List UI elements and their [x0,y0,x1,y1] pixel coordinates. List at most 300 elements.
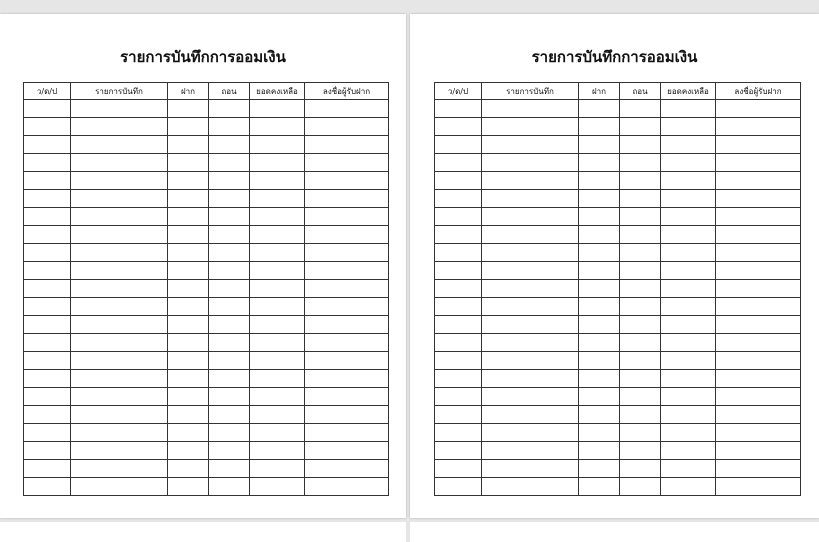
column-header-balance: ยอดคงเหลือ [250,83,305,100]
table-row [435,460,801,478]
table-row [435,280,801,298]
table-cell [305,388,389,406]
table-cell [620,388,661,406]
table-cell [579,172,620,190]
table-row [435,478,801,496]
table-cell [24,334,71,352]
table-cell [250,316,305,334]
column-header-deposit: ฝาก [168,83,209,100]
table-cell [716,316,801,334]
table-cell [168,208,209,226]
table-row [24,226,389,244]
table-cell [579,190,620,208]
table-cell [305,478,389,496]
column-header-deposit: ฝาก [579,83,620,100]
table-cell [482,190,579,208]
table-row [24,424,389,442]
table-cell [209,298,250,316]
table-cell [71,478,168,496]
table-cell [168,478,209,496]
table-cell [435,262,482,280]
table-cell [620,406,661,424]
table-row [24,172,389,190]
table-cell [305,208,389,226]
table-row [435,352,801,370]
table-cell [620,280,661,298]
table-row [435,388,801,406]
table-cell [661,388,716,406]
table-cell [24,316,71,334]
page-title: รายการบันทึกการออมเงิน [120,48,286,66]
table-cell [579,100,620,118]
table-cell [620,154,661,172]
table-cell [71,172,168,190]
table-cell [716,262,801,280]
table-cell [305,190,389,208]
table-cell [482,478,579,496]
table-cell [209,172,250,190]
table-cell [579,244,620,262]
table-row [435,442,801,460]
table-row [435,316,801,334]
table-cell [71,316,168,334]
table-cell [168,460,209,478]
table-cell [620,208,661,226]
table-cell [579,442,620,460]
table-cell [620,172,661,190]
table-cell [716,334,801,352]
table-cell [435,370,482,388]
table-cell [209,100,250,118]
table-cell [305,244,389,262]
table-cell [620,226,661,244]
table-cell [305,460,389,478]
table-cell [482,226,579,244]
table-cell [24,136,71,154]
table-cell [482,460,579,478]
table-cell [716,280,801,298]
table-row [24,460,389,478]
table-cell [305,298,389,316]
table-cell [250,262,305,280]
table-cell [250,118,305,136]
table-cell [24,244,71,262]
table-cell [209,190,250,208]
table-header-row [24,83,389,100]
table-cell [716,460,801,478]
table-cell [435,154,482,172]
table-cell [71,154,168,172]
table-row [435,118,801,136]
table-cell [482,352,579,370]
table-cell [250,136,305,154]
table-cell [305,136,389,154]
table-row [24,208,389,226]
table-cell [435,136,482,154]
table-cell [168,280,209,298]
table-cell [482,424,579,442]
table-cell [716,136,801,154]
table-row [435,172,801,190]
table-row [435,298,801,316]
table-cell [71,388,168,406]
table-cell [716,172,801,190]
column-header-receiver-signature: ลงชื่อผู้รับฝาก [305,83,389,100]
table-cell [71,352,168,370]
table-cell [435,118,482,136]
table-cell [620,244,661,262]
table-cell [716,406,801,424]
table-cell [716,208,801,226]
table-cell [435,208,482,226]
table-cell [579,406,620,424]
column-header-withdraw: ถอน [620,83,661,100]
table-cell [620,190,661,208]
ledger-page-left [0,14,406,518]
table-cell [579,154,620,172]
table-row [24,262,389,280]
table-cell [305,442,389,460]
table-cell [168,136,209,154]
table-cell [579,370,620,388]
table-cell [661,334,716,352]
table-cell [716,190,801,208]
table-cell [305,100,389,118]
table-cell [71,118,168,136]
table-cell [168,226,209,244]
table-cell [620,262,661,280]
table-cell [250,460,305,478]
table-cell [24,190,71,208]
next-page-edge [0,522,406,542]
table-cell [661,280,716,298]
table-cell [579,226,620,244]
table-row [435,370,801,388]
table-cell [250,334,305,352]
table-cell [661,154,716,172]
table-cell [620,316,661,334]
table-cell [620,460,661,478]
table-cell [168,406,209,424]
table-row [24,388,389,406]
table-cell [305,424,389,442]
table-cell [716,298,801,316]
table-cell [24,154,71,172]
table-cell [250,478,305,496]
table-cell [482,334,579,352]
table-cell [305,172,389,190]
table-cell [250,442,305,460]
table-cell [209,136,250,154]
table-cell [305,118,389,136]
table-cell [435,316,482,334]
table-cell [168,442,209,460]
column-header-balance: ยอดคงเหลือ [661,83,716,100]
table-cell [482,406,579,424]
next-page-edge [410,522,819,542]
table-header-row [435,83,801,100]
table-cell [71,298,168,316]
table-cell [250,424,305,442]
table-cell [168,100,209,118]
table-cell [24,262,71,280]
table-row [24,370,389,388]
table-row [435,208,801,226]
table-cell [579,262,620,280]
table-cell [305,280,389,298]
table-cell [24,280,71,298]
ledger-body [24,100,389,496]
table-cell [620,370,661,388]
column-header-date: ว/ด/ป [24,83,71,100]
column-header-receiver-signature: ลงชื่อผู้รับฝาก [716,83,801,100]
ledger-page-right [410,14,819,518]
table-cell [250,226,305,244]
table-cell [24,406,71,424]
ledger-body [435,100,801,496]
table-cell [24,424,71,442]
table-cell [250,208,305,226]
table-cell [716,118,801,136]
table-cell [168,154,209,172]
table-cell [482,298,579,316]
table-cell [661,442,716,460]
table-cell [661,190,716,208]
table-cell [435,244,482,262]
table-cell [716,478,801,496]
savings-ledger-table [23,82,389,496]
table-cell [168,334,209,352]
table-cell [661,208,716,226]
table-cell [305,226,389,244]
table-cell [716,244,801,262]
table-row [435,424,801,442]
table-row [24,100,389,118]
table-cell [435,478,482,496]
table-cell [716,100,801,118]
table-cell [661,352,716,370]
table-cell [24,208,71,226]
table-row [435,136,801,154]
table-cell [24,118,71,136]
table-cell [71,280,168,298]
table-cell [661,172,716,190]
table-cell [661,316,716,334]
table-cell [250,280,305,298]
table-row [435,406,801,424]
table-cell [482,244,579,262]
table-cell [661,262,716,280]
table-cell [482,172,579,190]
table-cell [661,460,716,478]
table-cell [250,154,305,172]
table-cell [168,424,209,442]
table-cell [435,172,482,190]
table-cell [620,352,661,370]
table-cell [250,100,305,118]
table-cell [661,136,716,154]
table-row [24,442,389,460]
table-cell [482,154,579,172]
table-cell [250,172,305,190]
table-row [435,262,801,280]
table-cell [250,370,305,388]
table-cell [579,334,620,352]
table-row [24,316,389,334]
page-title: รายการบันทึกการออมเงิน [531,48,698,66]
table-row [24,478,389,496]
table-cell [661,370,716,388]
table-cell [250,190,305,208]
table-row [24,190,389,208]
table-cell [716,154,801,172]
table-cell [24,388,71,406]
table-cell [620,100,661,118]
table-cell [24,172,71,190]
table-cell [209,352,250,370]
table-cell [435,352,482,370]
column-header-date: ว/ด/ป [435,83,482,100]
table-cell [209,316,250,334]
table-cell [71,406,168,424]
table-cell [620,298,661,316]
table-row [24,334,389,352]
table-cell [620,118,661,136]
table-cell [482,388,579,406]
table-cell [209,208,250,226]
table-cell [71,460,168,478]
table-cell [71,442,168,460]
table-cell [716,370,801,388]
table-cell [435,388,482,406]
table-row [24,352,389,370]
table-cell [435,226,482,244]
table-cell [71,208,168,226]
table-cell [168,172,209,190]
table-cell [579,352,620,370]
table-cell [482,208,579,226]
table-row [435,334,801,352]
table-cell [435,298,482,316]
table-cell [482,316,579,334]
table-cell [250,406,305,424]
table-cell [579,298,620,316]
table-cell [24,226,71,244]
table-cell [435,100,482,118]
table-cell [209,406,250,424]
table-cell [71,370,168,388]
table-cell [305,154,389,172]
table-cell [209,118,250,136]
table-row [24,136,389,154]
table-cell [24,460,71,478]
table-cell [209,388,250,406]
table-cell [716,388,801,406]
table-cell [716,424,801,442]
table-row [435,100,801,118]
table-cell [620,334,661,352]
table-cell [579,208,620,226]
table-cell [71,334,168,352]
table-cell [71,100,168,118]
table-row [24,406,389,424]
table-cell [71,424,168,442]
table-row [24,280,389,298]
table-cell [24,370,71,388]
table-cell [250,298,305,316]
table-cell [24,352,71,370]
table-cell [305,334,389,352]
table-cell [168,298,209,316]
table-cell [71,136,168,154]
column-header-description: รายการบันทึก [71,83,168,100]
table-cell [168,190,209,208]
table-cell [209,244,250,262]
table-cell [209,460,250,478]
table-cell [435,424,482,442]
table-row [24,298,389,316]
table-cell [71,226,168,244]
table-cell [209,424,250,442]
table-cell [579,424,620,442]
table-cell [661,226,716,244]
table-cell [250,388,305,406]
table-cell [71,190,168,208]
table-cell [24,298,71,316]
table-cell [620,424,661,442]
table-cell [435,190,482,208]
table-cell [435,442,482,460]
table-row [435,190,801,208]
table-cell [716,352,801,370]
table-cell [620,136,661,154]
table-cell [435,280,482,298]
table-cell [620,442,661,460]
table-cell [305,370,389,388]
column-header-withdraw: ถอน [209,83,250,100]
table-cell [250,244,305,262]
table-cell [435,406,482,424]
savings-ledger-table [434,82,801,496]
table-cell [168,118,209,136]
table-cell [579,460,620,478]
table-cell [71,262,168,280]
table-cell [482,136,579,154]
table-cell [305,316,389,334]
table-cell [482,262,579,280]
table-cell [209,478,250,496]
table-row [435,226,801,244]
table-cell [620,478,661,496]
table-cell [209,370,250,388]
table-cell [661,298,716,316]
table-cell [579,136,620,154]
table-cell [305,352,389,370]
table-row [435,244,801,262]
table-cell [482,280,579,298]
table-cell [482,442,579,460]
table-cell [482,100,579,118]
table-cell [482,370,579,388]
table-cell [168,244,209,262]
table-cell [661,244,716,262]
table-cell [168,262,209,280]
table-cell [250,352,305,370]
table-cell [661,424,716,442]
table-cell [24,478,71,496]
table-cell [209,280,250,298]
table-cell [24,100,71,118]
